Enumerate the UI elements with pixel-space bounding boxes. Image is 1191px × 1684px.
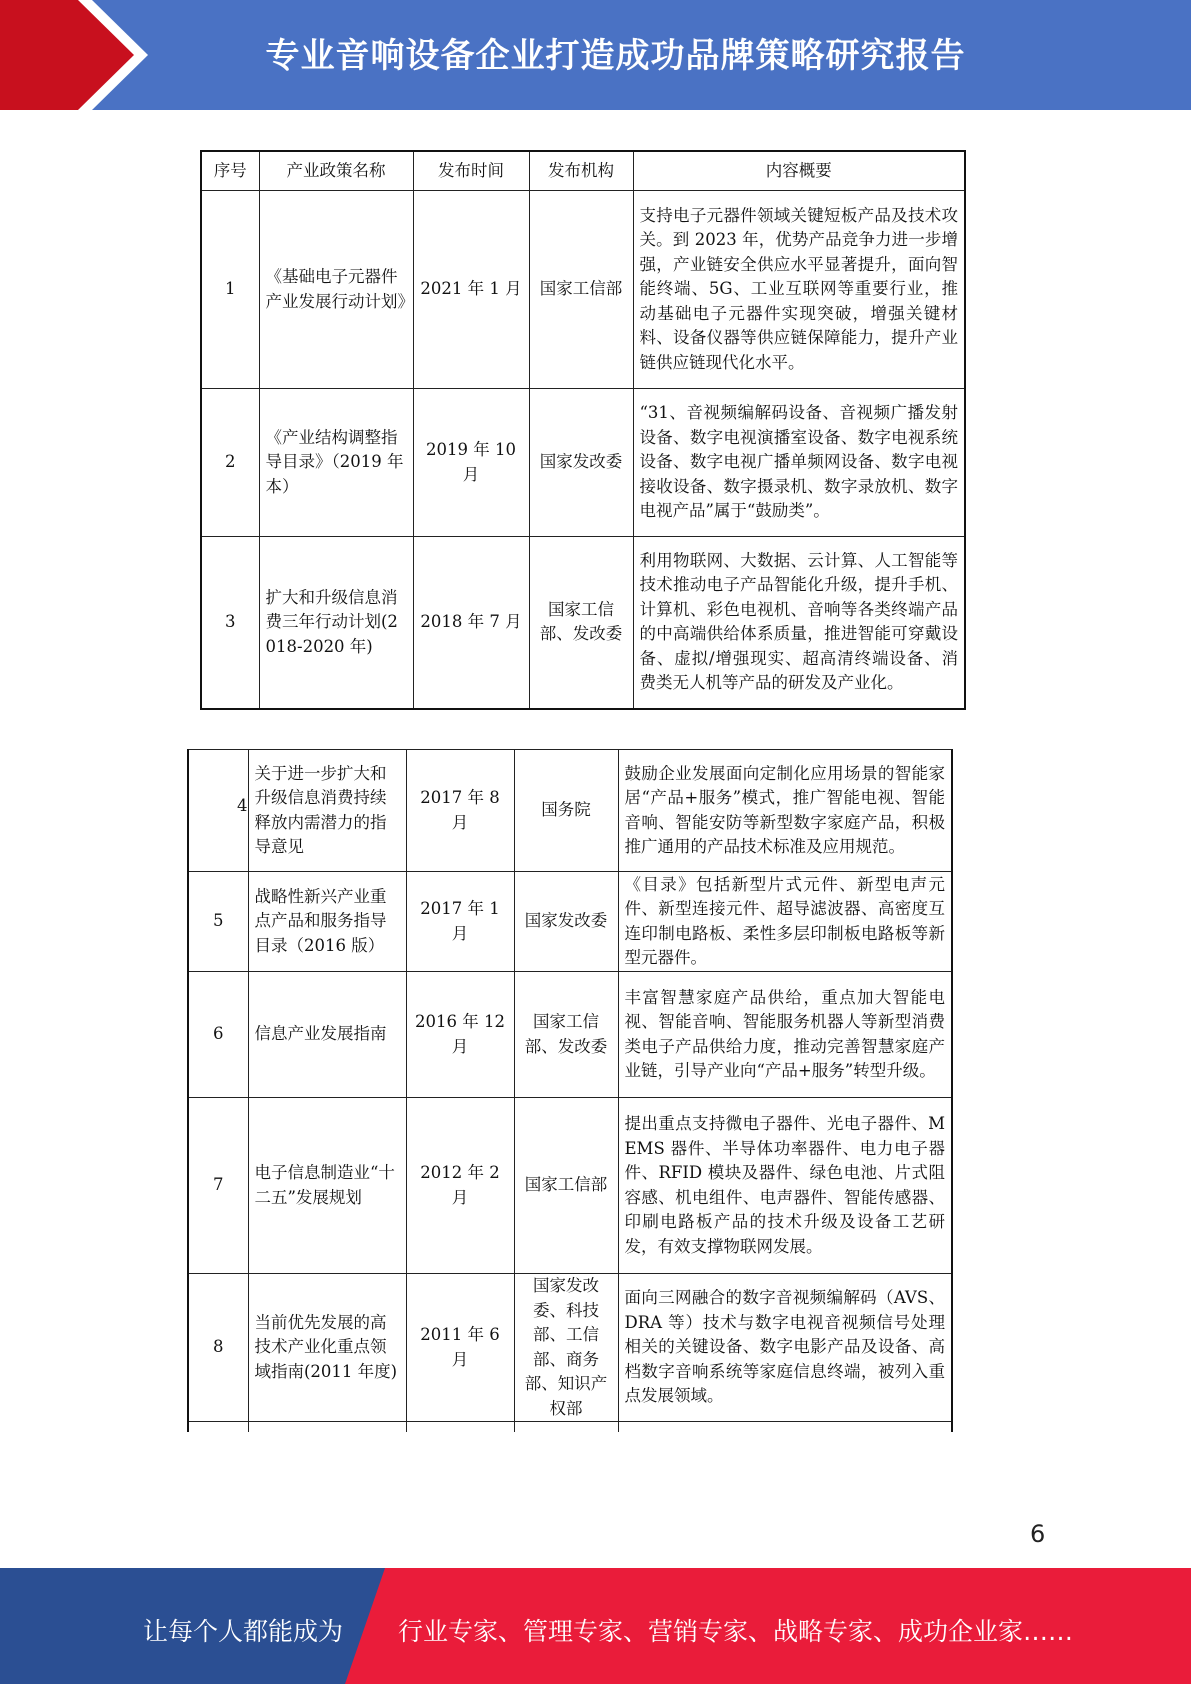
row-num: 8 bbox=[188, 1274, 248, 1422]
row-summary: 鼓励企业发展面向定制化应用场景的智能家居“产品+服务”模式，推广智能电视、智能音响、智能安防等新型数字家庭产品，积极推广通用的产品技术标准及应用规范。 bbox=[618, 750, 952, 872]
row-org: 国家发改委、科技部、工信部、商务部、知识产权部 bbox=[514, 1274, 618, 1422]
table-header-row bbox=[201, 151, 965, 191]
row-num: 6 bbox=[188, 972, 248, 1098]
row-policy-name: 战略性新兴产业重点产品和服务指导目录（2016 版） bbox=[248, 872, 406, 972]
row-num: 4 bbox=[188, 750, 248, 872]
header-cell-num: 序号 bbox=[201, 151, 259, 191]
row-org: 国家工信部、发改委 bbox=[529, 537, 633, 709]
row-policy-name: 《基础电子元器件产业发展行动计划》 bbox=[259, 191, 413, 389]
table-row bbox=[188, 1274, 952, 1422]
table-continuation-row bbox=[188, 1422, 952, 1433]
row-org: 国家发改委 bbox=[529, 389, 633, 537]
row-date: 2017 年 1 月 bbox=[406, 872, 514, 972]
row-date: 2017 年 8 月 bbox=[406, 750, 514, 872]
row-date: 2021 年 1 月 bbox=[413, 191, 529, 389]
row-summary: 面向三网融合的数字音视频编解码（AVS、DRA 等）技术与数字电视音视频信号处理相关的关键设备、数字电影产品及设备、高档数字音响系统等家庭信息终端，被列入重点发展领域。 bbox=[618, 1274, 952, 1422]
policy-table-part-1 bbox=[200, 150, 966, 710]
header-cell-date: 发布时间 bbox=[413, 151, 529, 191]
page-number: 6 bbox=[1030, 1520, 1046, 1548]
continuation-cell bbox=[188, 1422, 248, 1433]
row-summary: 丰富智慧家庭产品供给，重点加大智能电视、智能音响、智能服务机器人等新型消费类电子产品供给力度，推动完善智慧家庭产业链，引导产业向“产品+服务”转型升级。 bbox=[618, 972, 952, 1098]
row-date: 2016 年 12 月 bbox=[406, 972, 514, 1098]
row-summary: 支持电子元器件领域关键短板产品及技术攻关。到 2023 年，优势产品竞争力进一步增强，产业链安全供应水平显著提升，面向智能终端、5G、工业互联网等重要行业，推动基础电子元器件实现突破，增强关键材料、设备仪器等供应链保障能力，提升产业链供应链现代化水平。 bbox=[633, 191, 965, 389]
row-num: 7 bbox=[188, 1098, 248, 1274]
row-policy-name: 信息产业发展指南 bbox=[248, 972, 406, 1098]
row-date: 2011 年 6 月 bbox=[406, 1274, 514, 1422]
header-cell-name: 产业政策名称 bbox=[259, 151, 413, 191]
header-cell-summary: 内容概要 bbox=[633, 151, 965, 191]
table-row bbox=[188, 750, 952, 872]
table-row bbox=[201, 389, 965, 537]
row-policy-name: 扩大和升级信息消费三年行动计划(2018-2020 年) bbox=[259, 537, 413, 709]
row-org: 国务院 bbox=[514, 750, 618, 872]
row-num: 1 bbox=[201, 191, 259, 389]
row-num: 3 bbox=[201, 537, 259, 709]
row-date: 2012 年 2 月 bbox=[406, 1098, 514, 1274]
footer-slogan-right: 行业专家、管理专家、营销专家、战略专家、成功企业家…… bbox=[398, 1617, 1074, 1646]
header-banner bbox=[0, 0, 1191, 110]
row-summary: 《目录》包括新型片式元件、新型电声元件、新型连接元件、超导滤波器、高密度互连印制电路板、柔性多层印制板电路板等新型元器件。 bbox=[618, 872, 952, 972]
policy-table-part-2 bbox=[187, 749, 953, 1432]
continuation-cell bbox=[406, 1422, 514, 1433]
row-date: 2018 年 7 月 bbox=[413, 537, 529, 709]
continuation-cell bbox=[514, 1422, 618, 1433]
row-num: 2 bbox=[201, 389, 259, 537]
row-num: 5 bbox=[188, 872, 248, 972]
row-org: 国家工信部 bbox=[529, 191, 633, 389]
row-org: 国家工信部 bbox=[514, 1098, 618, 1274]
row-org: 国家工信部、发改委 bbox=[514, 972, 618, 1098]
row-policy-name: 《产业结构调整指导目录》（2019 年本） bbox=[259, 389, 413, 537]
table-row bbox=[188, 972, 952, 1098]
report-title: 专业音响设备企业打造成功品牌策略研究报告 bbox=[265, 36, 966, 76]
row-policy-name: 电子信息制造业“十二五”发展规划 bbox=[248, 1098, 406, 1274]
table-row bbox=[201, 537, 965, 709]
row-summary: 提出重点支持微电子器件、光电子器件、MEMS 器件、半导体功率器件、电力电子器件、RFID 模块及器件、绿色电池、片式阻容感、机电组件、电声器件、智能传感器、印刷电路板产品的技术升级及设备工艺研发，有效支撑物联网发展。 bbox=[618, 1098, 952, 1274]
row-date: 2019 年 10 月 bbox=[413, 389, 529, 537]
row-org: 国家发改委 bbox=[514, 872, 618, 972]
table-row bbox=[188, 872, 952, 972]
table-row bbox=[188, 1098, 952, 1274]
continuation-cell bbox=[618, 1422, 952, 1433]
continuation-cell bbox=[248, 1422, 406, 1433]
row-summary: “31、音视频编解码设备、音视频广播发射设备、数字电视演播室设备、数字电视系统设备、数字电视广播单频网设备、数字电视接收设备、数字摄录机、数字录放机、数字电视产品”属于“鼓励类”。 bbox=[633, 389, 965, 537]
table-row bbox=[201, 191, 965, 389]
row-policy-name: 关于进一步扩大和升级信息消费持续释放内需潜力的指导意见 bbox=[248, 750, 406, 872]
footer-slogan-left: 让每个人都能成为 bbox=[143, 1617, 344, 1646]
row-policy-name: 当前优先发展的高技术产业化重点领域指南(2011 年度) bbox=[248, 1274, 406, 1422]
header-cell-org: 发布机构 bbox=[529, 151, 633, 191]
row-summary: 利用物联网、大数据、云计算、人工智能等技术推动电子产品智能化升级，提升手机、计算机、彩色电视机、音响等各类终端产品的中高端供给体系质量，推进智能可穿戴设备、虚拟/增强现实、超高清终端设备、消费类无人机等产品的研发及产业化。 bbox=[633, 537, 965, 709]
